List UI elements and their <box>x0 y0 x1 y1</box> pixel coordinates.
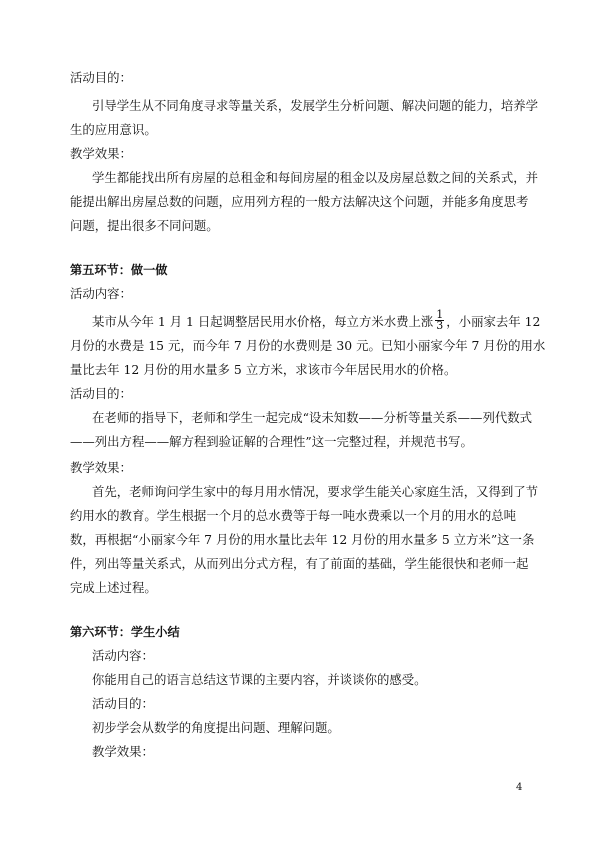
paragraph-line: 量比去年 12 月份的用水量多 5 立方米，求该市今年居民用水的价格。 <box>70 362 457 377</box>
paragraph-line: 完成上述过程。 <box>70 580 157 595</box>
paragraph-text: ，小丽家去年 12 <box>446 314 541 329</box>
paragraph-line: ——列出方程——解方程到验证解的合理性”这一完整过程，并规范书写。 <box>70 434 473 449</box>
paragraph-line: 引导学生从不同角度寻求等量关系，发展学生分析问题、解决问题的能力，培养学 <box>92 98 539 113</box>
effect-label: 教学效果： <box>92 744 154 759</box>
fraction <box>435 310 444 331</box>
paragraph-line: 月份的水费是 15 元，而今年 7 月份的水费则是 30 元。已知小丽家今年 7 月份的用水 <box>70 338 546 353</box>
effect-label: 教学效果： <box>70 460 132 475</box>
paragraph-line: 生的应用意识。 <box>70 122 157 137</box>
content-label: 活动内容： <box>70 286 132 301</box>
paragraph-line: 能提出解出房屋总数的问题，应用列方程的一般方法解决这个问题，并能多角度思考 <box>70 194 529 209</box>
fraction-denominator: 3 <box>436 319 444 332</box>
paragraph-line: 约用水的教育。学生根据一个月的总水费等于每一吨水费乘以一个月的用水的总吨 <box>70 508 517 523</box>
paragraph-line: 件，列出等量关系式，从而列出分式方程，有了前面的基础，学生能很快和老师一起 <box>70 556 529 571</box>
section-heading: 第五环节：做一做 <box>70 263 168 277</box>
page-number: 4 <box>516 782 523 793</box>
goal-label: 活动目的： <box>70 70 132 85</box>
paragraph-text: 某市从今年 1 月 1 日起调整居民用水价格，每立方米水费上涨 <box>92 314 434 329</box>
paragraph-line: 在老师的指导下，老师和学生一起完成“设未知数——分析等量关系——列代数式 <box>92 410 533 425</box>
goal-label: 活动目的： <box>92 696 154 711</box>
paragraph-line: 初步学会从数学的角度提出问题、理解问题。 <box>92 720 340 735</box>
paragraph-line: 你能用自己的语言总结这节课的主要内容，并谈谈你的感受。 <box>92 672 427 687</box>
effect-label: 教学效果： <box>70 146 132 161</box>
content-label: 活动内容： <box>92 648 154 663</box>
fraction-numerator: 1 <box>436 308 444 321</box>
paragraph-line: 首先，老师询问学生家中的每月用水情况，要求学生能关心家庭生活，又得到了节 <box>92 484 539 499</box>
goal-label: 活动目的： <box>70 386 132 401</box>
paragraph-line-with-fraction <box>92 308 541 333</box>
section-heading: 第六环节：学生小结 <box>70 625 180 639</box>
paragraph-line: 问题，提出很多不同问题。 <box>70 218 219 233</box>
paragraph-line: 学生都能找出所有房屋的总租金和每间房屋的租金以及房屋总数之间的关系式，并 <box>92 170 539 185</box>
paragraph-line: 数，再根据“小丽家今年 7 月份的用水量比去年 12 月份的用水量多 5 立方米”这一条 <box>70 532 535 547</box>
